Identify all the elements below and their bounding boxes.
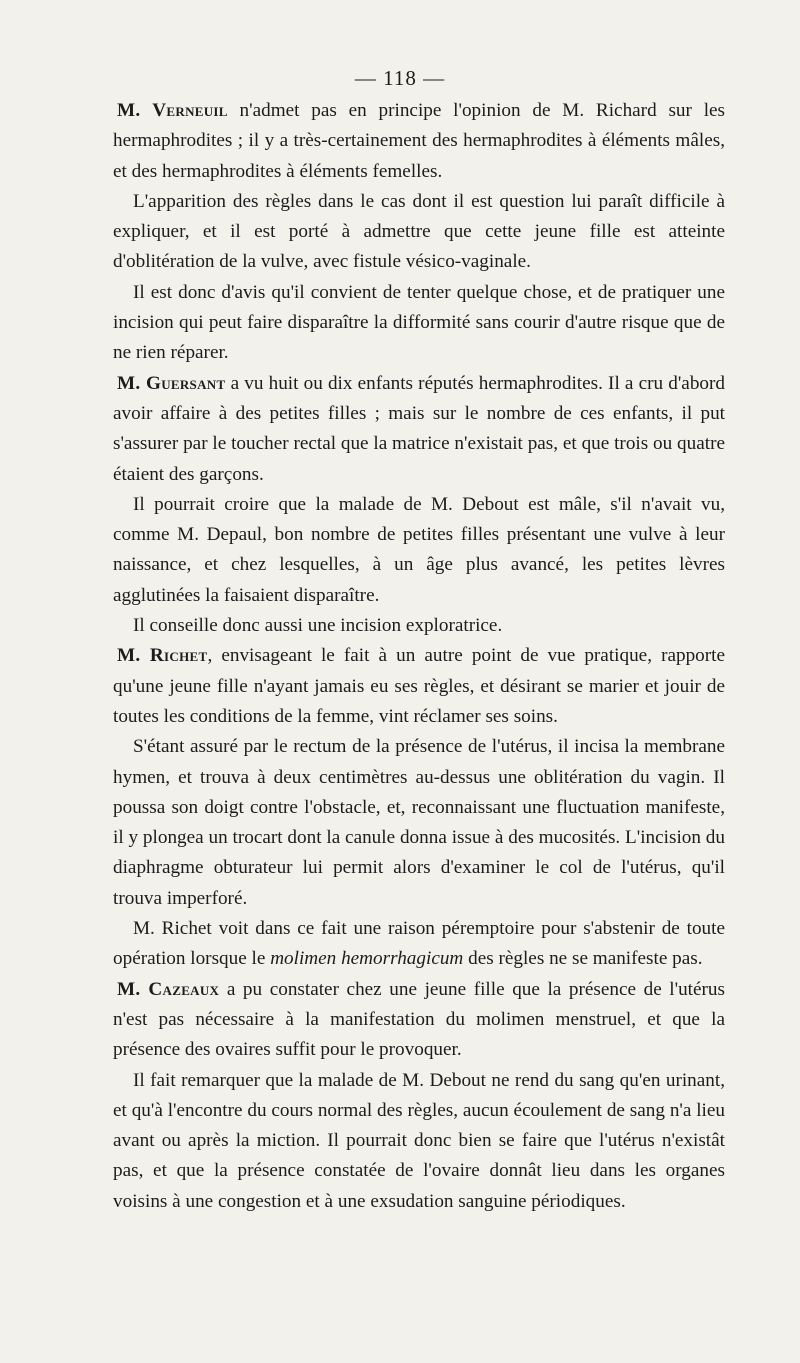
speaker-name: M. Guersant	[117, 372, 226, 394]
paragraph-text-block	[113, 278, 725, 369]
paragraph-text-block	[113, 914, 725, 975]
speaker-name: M. Verneuil	[117, 100, 228, 121]
paragraph-cazeaux	[113, 975, 725, 1066]
paragraph-text: a pu constater chez une jeune fille que la présence de l'utérus n'est pas nécessaire à la manifestation du molimen menstruel, et que la présence des ovaires suffit pour le provoquer.	[113, 978, 725, 1061]
paragraph-text: M. Richet voit dans ce fait une raison péremptoire pour s'abstenir de toute opération lorsque le	[113, 918, 725, 970]
paragraph-text: n'admet pas en principe l'opinion de M. Richard sur les hermaphrodites ; il y a très-certainement des hermaphrodites à éléments mâles, et des hermaphrodites à éléments femelles.	[113, 100, 726, 182]
paragraph-guersant	[113, 369, 725, 490]
body-text	[113, 96, 725, 1217]
speaker-name: M. Cazeaux	[117, 978, 220, 1000]
speaker-name: M. Richet	[117, 645, 208, 667]
italic-term: molimen hemorrhagicum	[270, 948, 464, 970]
paragraph-text: , envisageant le fait à un autre point de vue pratique, rapporte qu'une jeune fille n'ayant jamais eu ses règles, et désirant se marier et jouir de toutes les conditions de la femme, vint réclamer ses soins.	[113, 645, 725, 727]
paragraph-text: a vu huit ou dix enfants réputés hermaphrodites. Il a cru d'abord avoir affaire à des petites filles ; mais sur le nombre de ces enfants, il put s'assurer par le toucher rectal que la matrice n'existait pas, et que trois ou quatre étaient des garçons.	[113, 372, 725, 485]
page-number: — 118 —	[354, 66, 446, 90]
paragraph-text-block	[113, 732, 725, 914]
paragraph-text: Il conseille donc aussi une incision exploratrice.	[133, 615, 503, 637]
paragraph-text: Il est donc d'avis qu'il convient de tenter quelque chose, et de pratiquer une incision qui peut faire disparaître la difformité sans courir d'autre risque que de ne rien réparer.	[113, 281, 725, 364]
paragraph-text-block	[113, 1066, 725, 1217]
paragraph-text: Il pourrait croire que la malade de M. Debout est mâle, s'il n'avait vu, comme M. Depaul, bon nombre de petites filles présentant une vulve à leur naissance, et chez lesquelles, à un âge plus avancé, les petites lèvres agglutinées la faisaient disparaître.	[113, 493, 725, 606]
paragraph-text-block	[113, 187, 725, 278]
paragraph-text-after: des règles ne se manifeste pas.	[463, 948, 703, 970]
paragraph-text: L'apparition des règles dans le cas dont il est question lui paraît difficile à expliquer, et il est porté à admettre que cette jeune fille est atteinte d'oblitération de la vulve, avec fistule vésico-vaginale.	[113, 190, 725, 273]
paragraph-richet	[113, 641, 725, 732]
paragraph-text: Il fait remarquer que la malade de M. Debout ne rend du sang qu'en urinant, et qu'à l'encontre du cours normal des règles, aucun écoulement de sang n'a lieu avant ou après la miction. Il pourrait donc bien se faire que l'utérus n'existât pas, et que la présence constatée de l'ovaire donnât lieu dans les organes voisins à une congestion et à une exsudation sanguine périodiques.	[113, 1069, 725, 1212]
paragraph-text-block	[113, 490, 725, 611]
paragraph-text: S'étant assuré par le rectum de la présence de l'utérus, il incisa la membrane hymen, et trouva à deux centimètres au-dessus une oblitération du vagin. Il poussa son doigt contre l'obstacle, et, reconnaissant une fluctuation manifeste, il y plongea un trocart dont la canule donna issue à des mucosités. L'incision du diaphragme obturateur lui permit alors d'examiner le col de l'utérus, qu'il trouva imperforé.	[113, 736, 725, 909]
paragraph-verneuil	[113, 96, 725, 187]
paragraph-text-block	[113, 611, 725, 641]
